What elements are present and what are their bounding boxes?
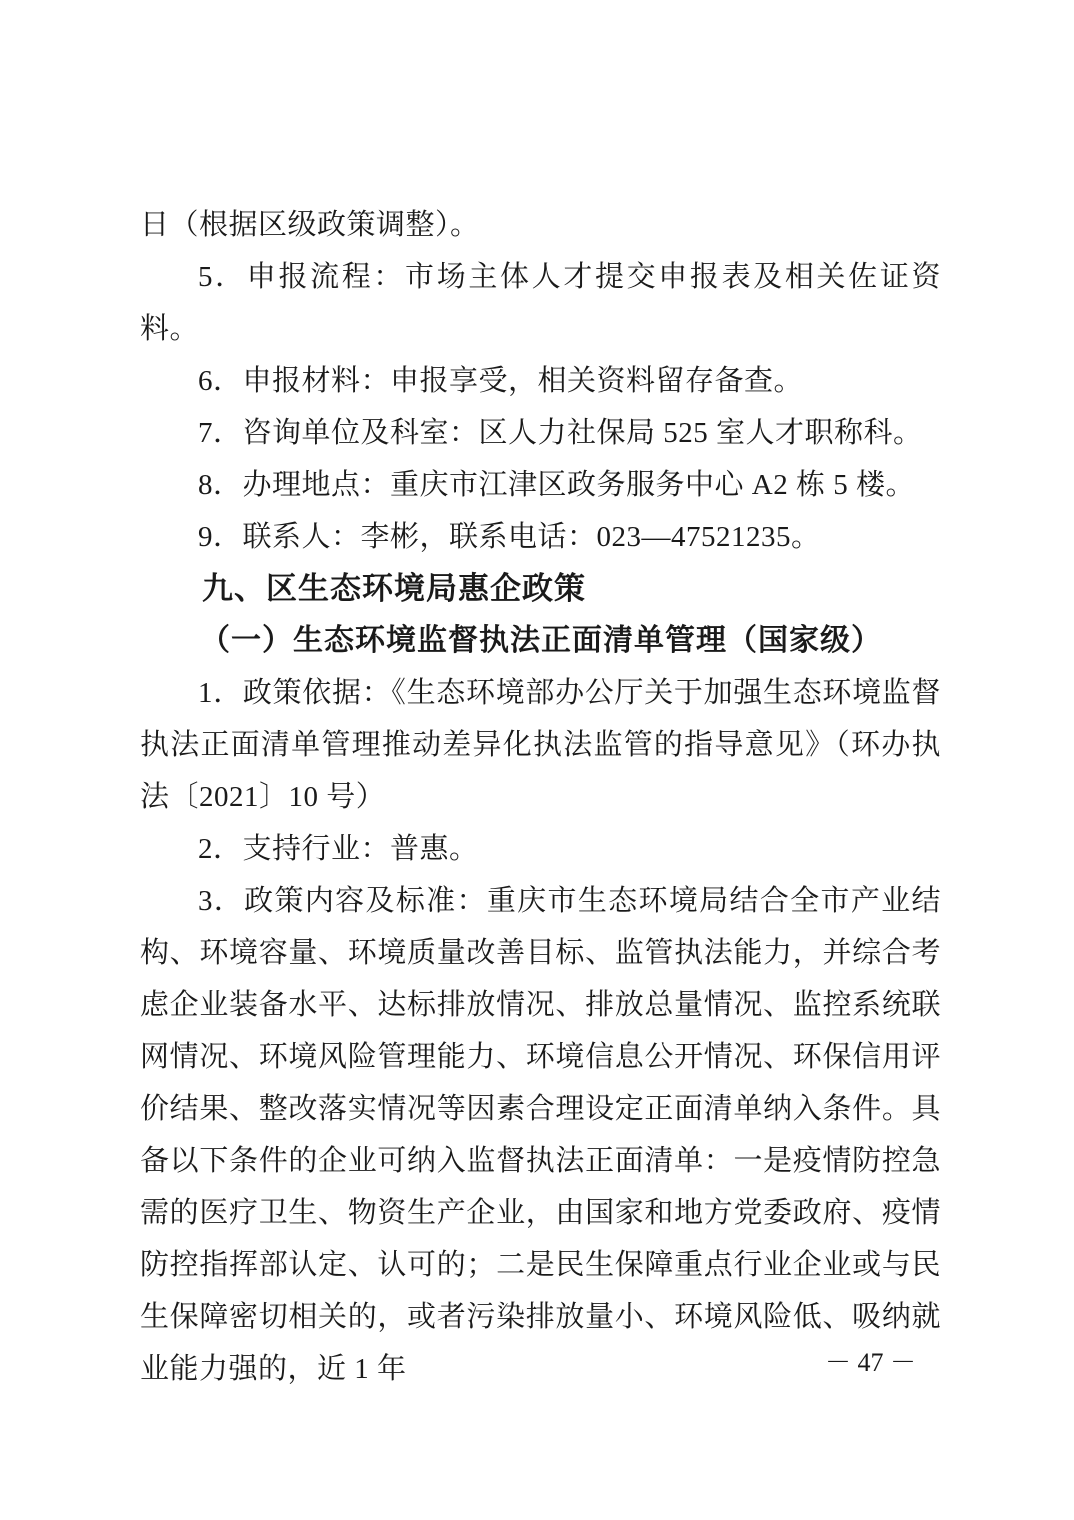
list-item-6-application-materials: 6．申报材料：申报享受，相关资料留存备查。	[198, 365, 804, 397]
paragraph-policy-basis: 1．政策依据：《生态环境部办公厅关于加强生态环境监督执法正面清单管理推动差异化执法监管的指导意见》（环办执法〔2021〕10 号）	[140, 677, 941, 813]
paragraph-supported-industries: 2．支持行业：普惠。	[198, 833, 479, 865]
list-item-9-contact-person: 9．联系人：李彬，联系电话：023—47521235。	[198, 521, 821, 553]
subsection-heading-1-positive-list-management: （一）生态环境监督执法正面清单管理（国家级）	[200, 624, 882, 657]
list-item-8-handling-location: 8．办理地点：重庆市江津区政务服务中心 A2 栋 5 楼。	[198, 469, 915, 501]
section-heading-9-ecology-environment-bureau: 九、区生态环境局惠企政策	[202, 571, 586, 606]
list-item-5-application-process: 5．申报流程：市场主体人才提交申报表及相关佐证资料。	[140, 261, 941, 345]
list-item-7-consulting-unit: 7．咨询单位及科室：区人力社保局 525 室人才职称科。	[198, 417, 923, 449]
document-body	[140, 199, 941, 1395]
paragraph-continuation: 日（根据区级政策调整）。	[140, 209, 480, 241]
paragraph-policy-content-standards: 3．政策内容及标准：重庆市生态环境局结合全市产业结构、环境容量、环境质量改善目标、监管执法能力，并综合考虑企业装备水平、达标排放情况、排放总量情况、监控系统联网情况、环境风险管理能力、环境信息公开情况、环保信用评价结果、整改落实情况等因素合理设定正面清单纳入条件。具备以下条件的企业可纳入监督执法正面清单：一是疫情防控急需的医疗卫生、物资生产企业，由国家和地方党委政府、疫情防控指挥部认定、认可的；二是民生保障重点行业企业或与民生保障密切相关的，或者污染排放量小、环境风险低、吸纳就业能力强的，近 1 年	[140, 885, 941, 1385]
page-number: － 47 －	[824, 1348, 916, 1377]
